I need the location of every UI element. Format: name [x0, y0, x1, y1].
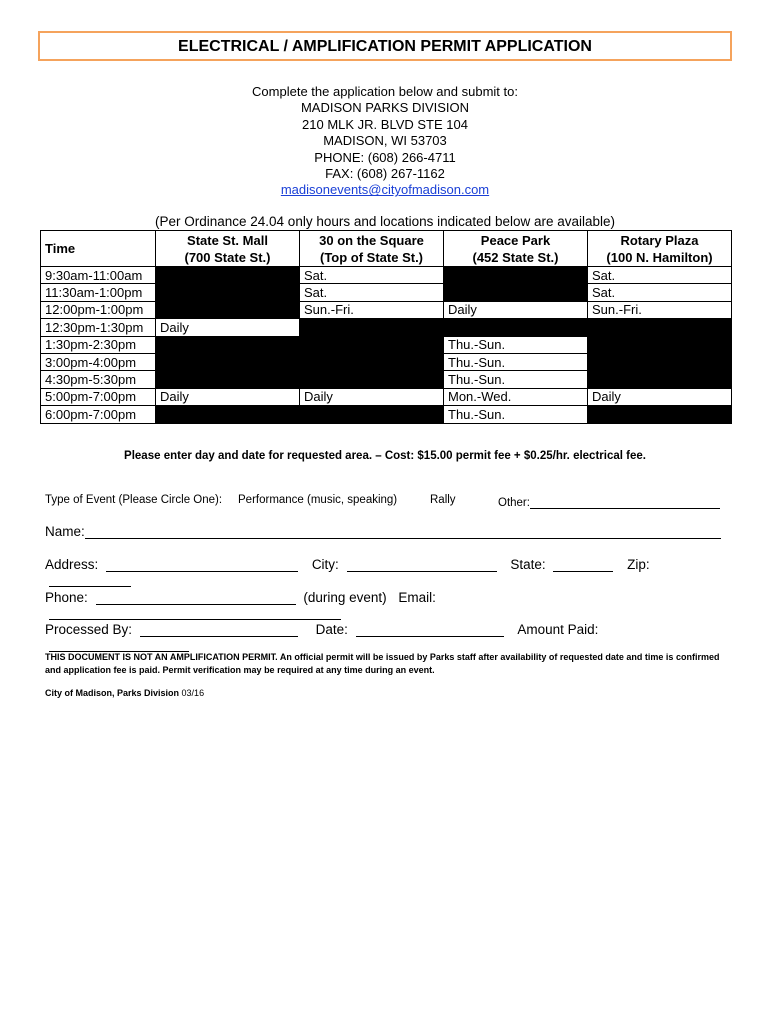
time-cell: 11:30am-1:00pm: [41, 284, 156, 301]
availability-cell: Thu.-Sun.: [444, 353, 588, 370]
time-cell: 12:00pm-1:00pm: [41, 301, 156, 318]
date-label: Date:: [315, 622, 348, 637]
location-header-30-on-square: [300, 231, 444, 267]
submit-fax: FAX: (608) 267-1162: [325, 166, 445, 182]
availability-cell: Sat.: [588, 267, 732, 284]
footer: [45, 688, 204, 698]
during-event-label: (during event): [303, 590, 387, 605]
unavailable-cell: [444, 319, 588, 336]
page-title: ELECTRICAL / AMPLIFICATION PERMIT APPLICATION: [38, 31, 732, 61]
location-address: (700 State St.): [184, 249, 271, 265]
amount-paid-field[interactable]: [49, 637, 189, 652]
availability-cell: Sat.: [588, 284, 732, 301]
name-row: [45, 524, 723, 539]
schedule-row: [41, 406, 732, 423]
schedule-row: [41, 267, 732, 284]
unavailable-cell: [444, 267, 588, 284]
event-type-label: Type of Event (Please Circle One):: [45, 494, 223, 506]
name-field[interactable]: [85, 524, 721, 539]
schedule-row: [41, 319, 732, 336]
location-address: (452 State St.): [472, 249, 559, 265]
submit-org: MADISON PARKS DIVISION: [300, 100, 470, 116]
ordinance-note: (Per Ordinance 24.04 only hours and locations indicated below are available): [154, 214, 616, 229]
submit-intro: Complete the application below and submit to:: [252, 84, 518, 99]
submit-email-link[interactable]: madisonevents@cityofmadison.com: [280, 182, 490, 198]
state-field[interactable]: [553, 557, 613, 572]
location-name: Rotary Plaza: [620, 232, 699, 248]
availability-cell: Daily: [444, 301, 588, 318]
location-address: (100 N. Hamilton): [606, 249, 713, 265]
zip-field[interactable]: [49, 572, 131, 587]
submit-city: MADISON, WI 53703: [323, 133, 447, 149]
unavailable-cell: [588, 406, 732, 423]
schedule-header-row: [41, 231, 732, 267]
phone-row: [45, 590, 723, 620]
time-cell: 5:00pm-7:00pm: [41, 388, 156, 405]
unavailable-cell: [156, 406, 300, 423]
city-label: City:: [311, 557, 339, 572]
unavailable-cell: [156, 267, 300, 284]
schedule-row: [41, 371, 732, 388]
location-header-state-st-mall: [156, 231, 300, 267]
availability-cell: Daily: [588, 388, 732, 405]
address-label: Address:: [45, 557, 99, 572]
availability-cell: Thu.-Sun.: [444, 371, 588, 388]
unavailable-cell: [588, 353, 732, 370]
event-option-rally[interactable]: Rally: [430, 494, 456, 506]
location-name: Peace Park: [480, 232, 551, 248]
unavailable-cell: [156, 301, 300, 318]
time-cell: 12:30pm-1:30pm: [41, 319, 156, 336]
email-field[interactable]: [49, 605, 341, 620]
time-cell: 6:00pm-7:00pm: [41, 406, 156, 423]
availability-cell: Mon.-Wed.: [444, 388, 588, 405]
processed-row: [45, 622, 723, 652]
disclaimer-notice: THIS DOCUMENT IS NOT AN AMPLIFICATION PERMIT. An official permit will be issued by Parks staff after availability of requested date and time is confirmed and application fee is paid. Permit verification may be required at any time during an event.: [45, 652, 720, 675]
time-cell: 4:30pm-5:30pm: [41, 371, 156, 388]
unavailable-cell: [300, 319, 444, 336]
fee-note: Please enter day and date for requested area. – Cost: $15.00 permit fee + $0.25/hr. electrical fee.: [124, 450, 646, 462]
event-option-performance[interactable]: Performance (music, speaking): [238, 494, 398, 506]
state-label: State:: [510, 557, 546, 572]
processed-by-field[interactable]: [140, 622, 298, 637]
schedule-row: [41, 353, 732, 370]
city-field[interactable]: [347, 557, 497, 572]
location-address: (Top of State St.): [319, 249, 424, 265]
unavailable-cell: [300, 406, 444, 423]
submit-address-block: [0, 84, 770, 199]
date-field[interactable]: [356, 622, 504, 637]
schedule-row: [41, 336, 732, 353]
phone-field[interactable]: [96, 590, 296, 605]
availability-cell: Sun.-Fri.: [588, 301, 732, 318]
availability-cell: Sat.: [300, 284, 444, 301]
unavailable-cell: [300, 371, 444, 388]
location-header-peace-park: [444, 231, 588, 267]
unavailable-cell: [300, 336, 444, 353]
time-header: Time: [41, 231, 156, 267]
zip-label: Zip:: [627, 557, 650, 572]
phone-label: Phone:: [45, 590, 88, 605]
unavailable-cell: [588, 319, 732, 336]
availability-cell: Thu.-Sun.: [444, 406, 588, 423]
schedule-row: [41, 388, 732, 405]
unavailable-cell: [156, 371, 300, 388]
schedule-body: [41, 267, 732, 424]
submit-street: 210 MLK JR. BLVD STE 104: [302, 116, 468, 132]
event-option-other[interactable]: [498, 494, 720, 509]
unavailable-cell: [300, 353, 444, 370]
unavailable-cell: [156, 336, 300, 353]
time-cell: 1:30pm-2:30pm: [41, 336, 156, 353]
location-name: State St. Mall: [187, 232, 268, 248]
location-header-rotary-plaza: [588, 231, 732, 267]
availability-cell: Sun.-Fri.: [300, 301, 444, 318]
unavailable-cell: [588, 336, 732, 353]
availability-cell: Daily: [156, 388, 300, 405]
email-label: Email:: [398, 590, 436, 605]
unavailable-cell: [444, 284, 588, 301]
unavailable-cell: [156, 353, 300, 370]
time-cell: 9:30am-11:00am: [41, 267, 156, 284]
availability-cell: Sat.: [300, 267, 444, 284]
availability-cell: Daily: [300, 388, 444, 405]
unavailable-cell: [588, 371, 732, 388]
amount-paid-label: Amount Paid:: [517, 622, 599, 637]
unavailable-cell: [156, 284, 300, 301]
submit-phone: PHONE: (608) 266-4711: [314, 149, 456, 165]
address-row: [45, 557, 723, 587]
name-label: Name:: [45, 524, 85, 539]
footer-org: City of Madison, Parks Division: [45, 688, 180, 698]
processed-by-label: Processed By:: [45, 622, 133, 637]
event-other-field[interactable]: [530, 494, 720, 509]
schedule-row: [41, 284, 732, 301]
schedule-table: [40, 230, 732, 424]
location-name: 30 on the Square: [319, 232, 424, 248]
address-field[interactable]: [106, 557, 298, 572]
time-cell: 3:00pm-4:00pm: [41, 353, 156, 370]
schedule-row: [41, 301, 732, 318]
event-other-label: Other:: [498, 497, 530, 509]
availability-cell: Thu.-Sun.: [444, 336, 588, 353]
availability-cell: Daily: [156, 319, 300, 336]
footer-code: 03/16: [181, 688, 205, 698]
